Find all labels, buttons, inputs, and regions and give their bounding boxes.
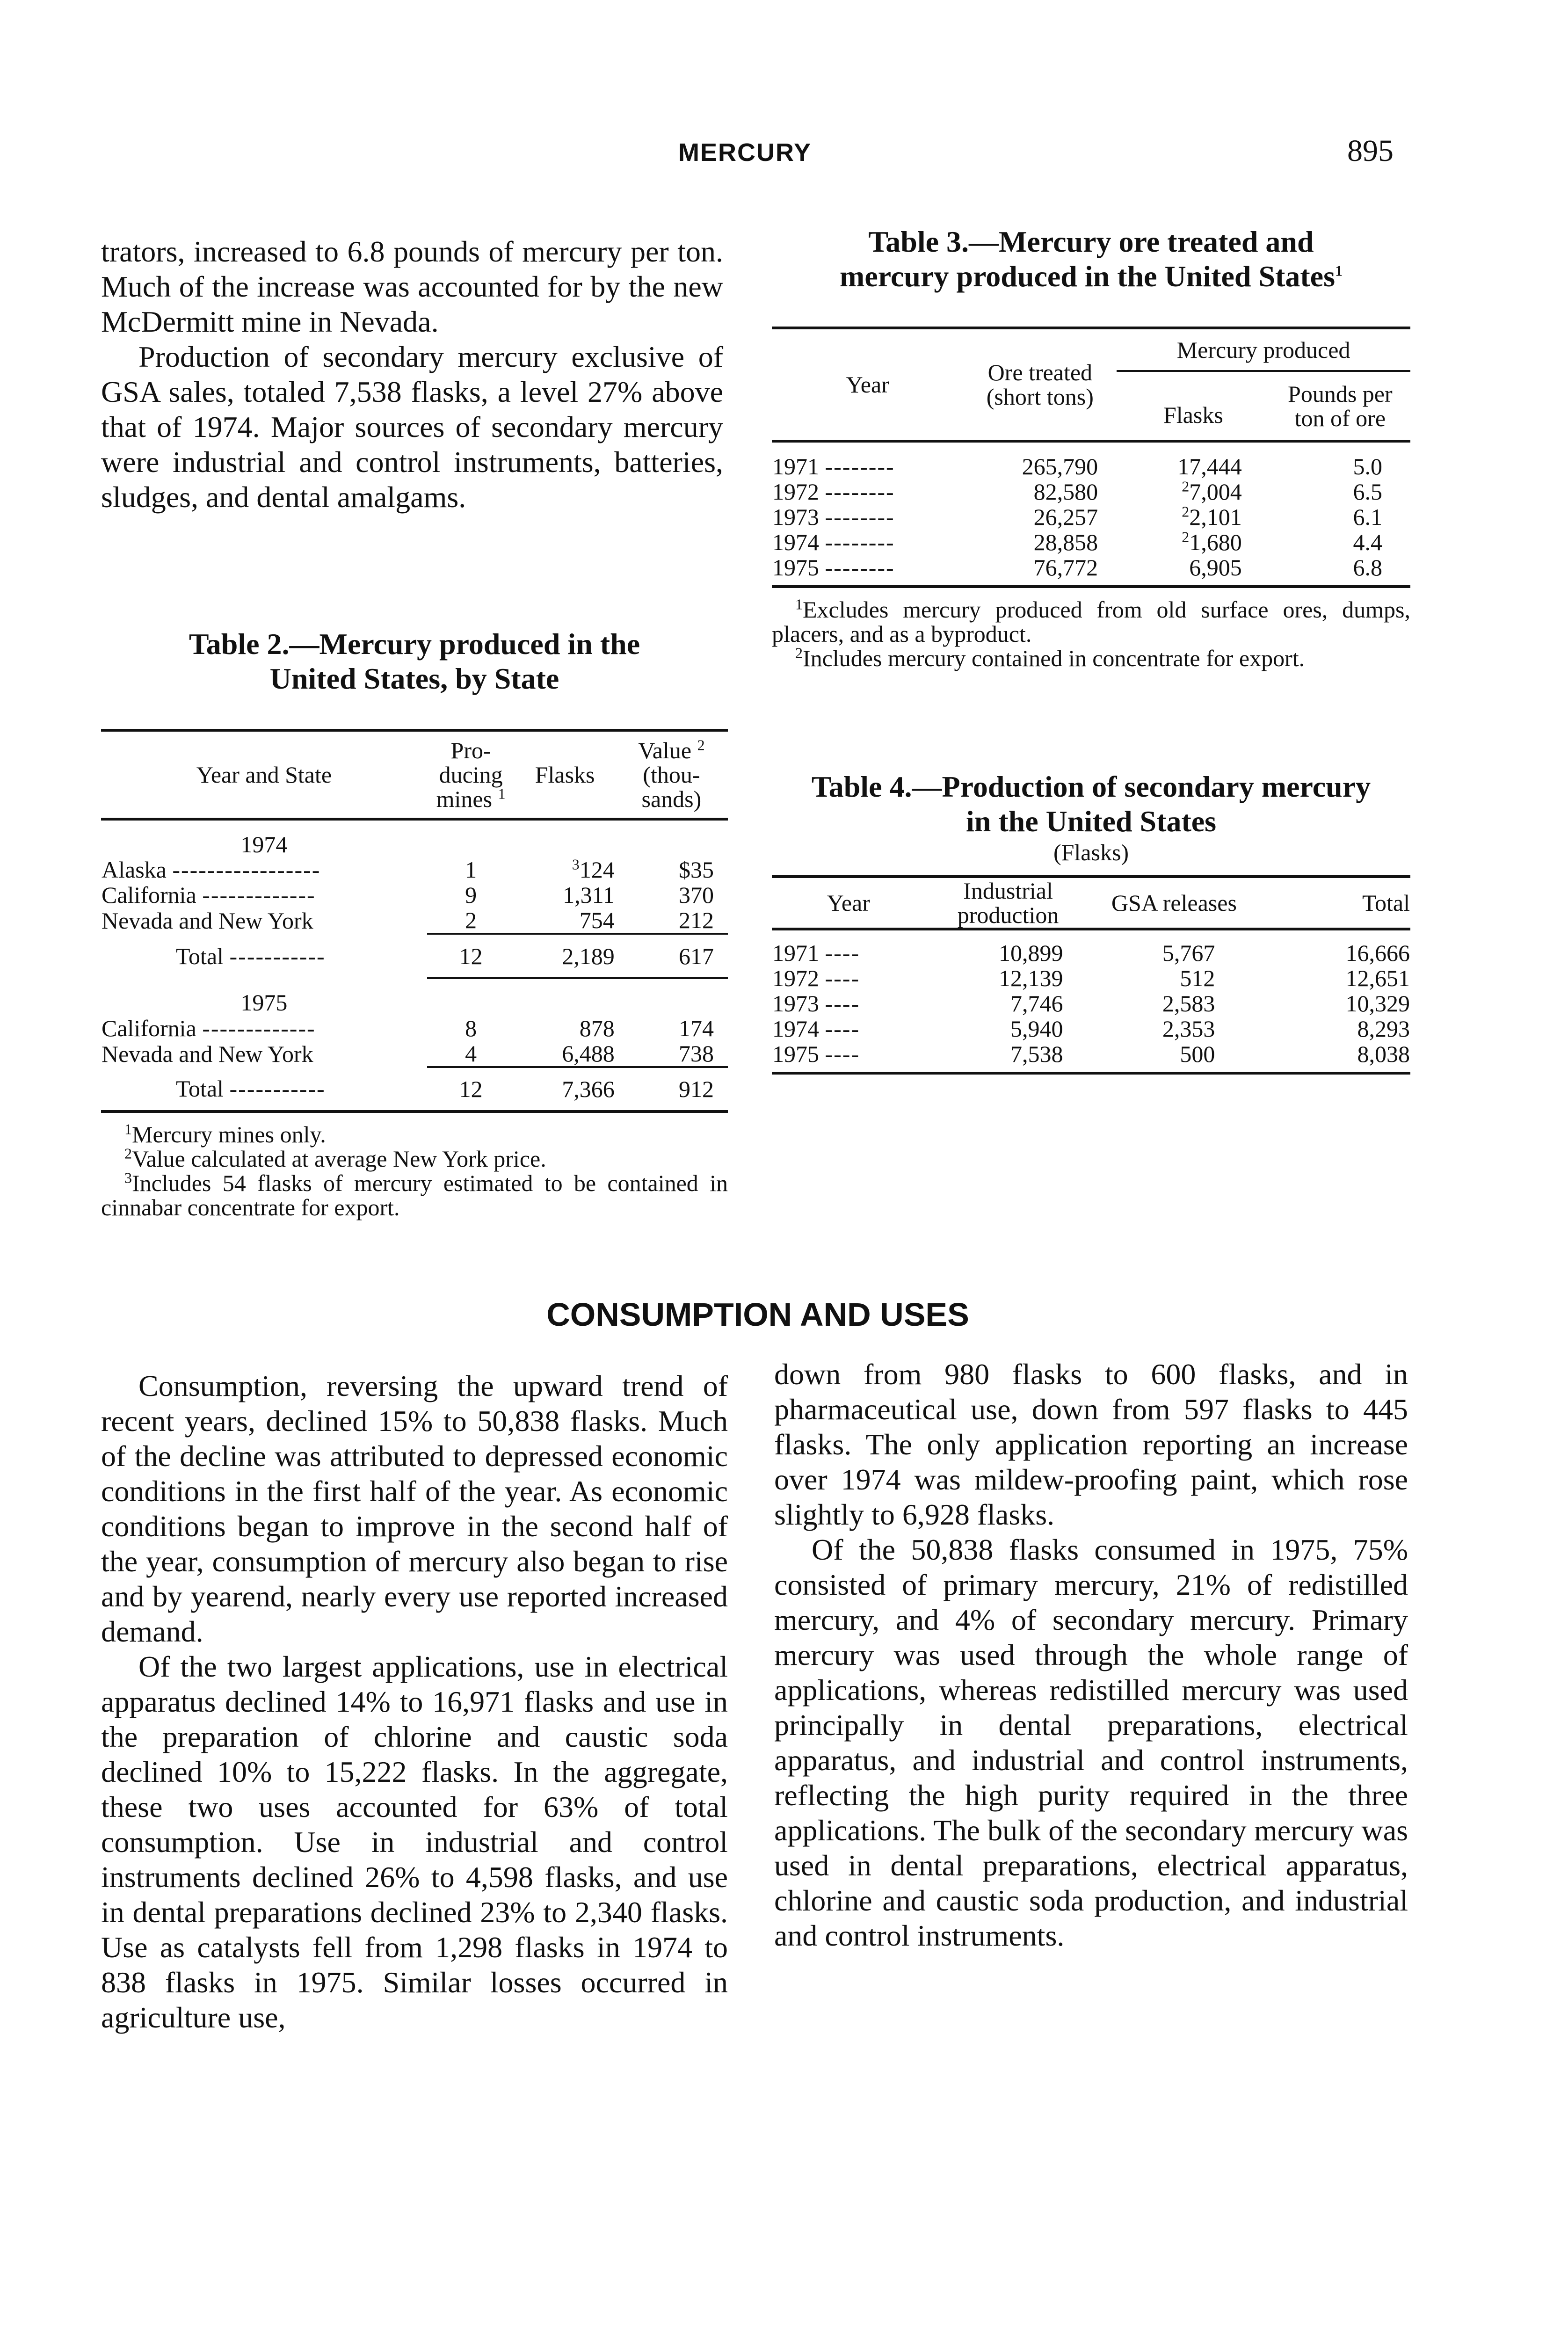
- table-4-unit: (Flasks): [1053, 839, 1129, 865]
- leader-dots: ----: [825, 940, 860, 966]
- year-cell: [772, 1041, 925, 1073]
- paragraph: trators, increased to 6.8 pounds of mercury per ton. Much of the increase was accounted for by the new McDermitt mine in Nevada.: [101, 235, 723, 338]
- value-cell: 212: [679, 907, 714, 933]
- title-line: United States, by State: [269, 662, 559, 695]
- paragraph: down from 980 flasks to 600 flasks, and in pharmaceutical use, down from 597 flasks to 445 flasks. The only application reporting an increase over 1974 was mildew-proofing paint, which rose slightly to 6,928 flasks.: [774, 1358, 1408, 1531]
- col-header-value: [615, 730, 728, 819]
- footnote-mark: 2: [1182, 478, 1190, 495]
- empty-cell: [427, 819, 515, 857]
- flasks-cell: [1117, 555, 1270, 587]
- title-line: [772, 259, 1410, 294]
- col-header-ore: Ore treated (short tons): [986, 359, 1094, 410]
- col-header-total: Total: [1362, 890, 1410, 916]
- table-row: [101, 882, 728, 908]
- col-header-flasks: Flasks: [535, 762, 595, 788]
- footnote-text: Value calculated at average New York price.: [132, 1146, 546, 1172]
- paragraph: Production of secondary mercury exclusive of GSA sales, totaled 7,538 flasks, a level 27% above that of 1974. Major sources of secondary mercury were industrial and control instruments, batteries, sludges, and dental amalgams.: [101, 340, 723, 514]
- flasks-value: 124: [579, 857, 615, 883]
- table-row: [772, 441, 1410, 479]
- section-heading: CONSUMPTION AND USES: [546, 1296, 969, 1333]
- total-row: [101, 1067, 728, 1111]
- leader-dots: --------: [825, 554, 895, 581]
- flasks-cell: [515, 908, 615, 934]
- group-year-row: [101, 978, 728, 1016]
- footnote-mark: 1: [124, 1120, 132, 1138]
- footnote-mark: 3: [124, 1169, 132, 1186]
- value-cell: 617: [615, 934, 728, 978]
- leader-dots: --------: [825, 453, 895, 479]
- flasks-cell: [1117, 441, 1270, 479]
- state-name: Alaska: [102, 857, 167, 883]
- table-row: [101, 1016, 728, 1041]
- table-4-grid: [772, 875, 1410, 1075]
- mines-cell: 9: [465, 882, 477, 908]
- total-label: [101, 1067, 427, 1111]
- table-row: [772, 929, 1410, 966]
- gsa-cell: 512: [1180, 965, 1215, 991]
- gsa-cell: 500: [1180, 1041, 1215, 1067]
- flasks-cell: [515, 882, 615, 908]
- state-cell: [101, 1016, 427, 1041]
- table-row: [772, 1016, 1410, 1041]
- industrial-cell: 7,538: [1010, 1041, 1063, 1067]
- year-cell: [772, 1016, 925, 1041]
- flasks-value: 7,004: [1189, 479, 1242, 505]
- year-cell: [772, 441, 964, 479]
- leader-dots: -------------: [202, 882, 316, 908]
- col-header-year: Year: [846, 371, 889, 398]
- table-3-title: [772, 225, 1410, 294]
- empty-cell: [515, 978, 615, 1016]
- footnote-mark: 1: [795, 596, 803, 613]
- footnote-mark: 2: [1182, 528, 1190, 545]
- leader-dots: --------: [825, 504, 895, 530]
- gsa-cell: 5,767: [1162, 940, 1215, 966]
- total-text: Total: [176, 1075, 224, 1102]
- col-header-gsa: GSA releases: [1111, 890, 1237, 916]
- table-row: [772, 479, 1410, 504]
- section-left-column: [101, 1368, 728, 2035]
- flasks-cell: [515, 857, 615, 882]
- mines-cell: 12: [427, 1067, 515, 1111]
- year-text: 1974: [772, 1016, 819, 1042]
- table-row: [772, 530, 1410, 555]
- table-row: [101, 1041, 728, 1067]
- table-row: [101, 857, 728, 882]
- footnote-mark: 1: [498, 785, 506, 802]
- industrial-cell: 7,746: [1010, 990, 1063, 1017]
- table-row: [772, 555, 1410, 587]
- footnote-mark: 2: [697, 736, 705, 754]
- leader-dots: ----: [825, 990, 860, 1017]
- group-year-row: [101, 819, 728, 857]
- year-cell: [772, 504, 964, 530]
- state-cell: [101, 1041, 427, 1067]
- footnote-mark: 2: [795, 644, 803, 661]
- state-name: Nevada and New York: [102, 908, 313, 934]
- table-2-grid: [101, 729, 728, 1113]
- total-cell: 16,666: [1345, 940, 1410, 966]
- state-cell: [101, 857, 427, 882]
- pounds-cell: 6.1: [1353, 504, 1382, 530]
- footnote-mark: 2: [1182, 503, 1190, 520]
- footnote: [772, 646, 1410, 670]
- footnote-text: Mercury mines only.: [132, 1121, 326, 1148]
- total-cell: 10,329: [1345, 990, 1410, 1017]
- gsa-cell: 2,583: [1162, 990, 1215, 1017]
- flasks-value: 6,905: [1189, 554, 1242, 581]
- flasks-cell: [1117, 504, 1270, 530]
- ore-cell: 28,858: [1033, 529, 1098, 555]
- leader-dots: ----: [825, 1016, 860, 1042]
- state-name: California: [102, 882, 196, 908]
- table-row: [772, 504, 1410, 530]
- table-row: [772, 966, 1410, 991]
- year-cell: [772, 966, 925, 991]
- total-cell: 8,038: [1357, 1041, 1410, 1067]
- ore-cell: 76,772: [1033, 554, 1098, 581]
- leader-dots: -----------: [229, 1075, 326, 1102]
- page-number: 895: [1347, 134, 1394, 168]
- year-cell: [772, 929, 925, 966]
- year-text: 1974: [772, 529, 819, 555]
- col-header-mines: [427, 730, 515, 819]
- flasks-value: 17,444: [1177, 453, 1242, 479]
- table-row: [772, 1041, 1410, 1073]
- value-cell: 738: [679, 1040, 714, 1067]
- title-line: Table 4.—Production of secondary mercury: [811, 770, 1371, 803]
- year-text: 1972: [772, 479, 819, 505]
- empty-cell: [427, 978, 515, 1016]
- paragraph: Of the two largest applications, use in electrical apparatus declined 14% to 16,971 flasks and use in the preparation of chlorine and caustic soda declined 10% to 15,222 flasks. In the aggregate, these two uses accounted for 63% of total consumption. Use in industrial and control instruments declined 26% to 4,598 flasks, and use in dental preparations declined 23% to 2,340 flasks. Use as catalysts fell from 1,298 flasks in 1974 to 838 flasks in 1975. Similar losses occurred in agriculture use,: [101, 1650, 728, 2034]
- table-2-title: [101, 627, 728, 696]
- pounds-cell: 6.8: [1353, 554, 1382, 581]
- year-text: 1975: [772, 1041, 819, 1067]
- year-cell: [772, 530, 964, 555]
- flasks-cell: [515, 1041, 615, 1067]
- mines-cell: 4: [465, 1040, 477, 1067]
- table-3: [772, 225, 1410, 670]
- footnote-text: Includes mercury contained in concentrate for export.: [803, 645, 1305, 671]
- title-line: Table 2.—Mercury produced in the: [189, 627, 640, 661]
- table-row: [772, 991, 1410, 1016]
- industrial-cell: 5,940: [1010, 1016, 1063, 1042]
- ore-cell: 265,790: [1022, 453, 1098, 479]
- empty-cell: [515, 819, 615, 857]
- table-2-footnotes: [101, 1122, 728, 1220]
- state-cell: [101, 882, 427, 908]
- flasks-value: 1,311: [563, 882, 615, 908]
- mines-cell: 1: [465, 857, 477, 883]
- state-name: California: [102, 1015, 196, 1041]
- flasks-value: 878: [579, 1015, 615, 1041]
- year-text: 1972: [772, 965, 819, 991]
- mines-cell: 2: [465, 907, 477, 933]
- total-row: [101, 934, 728, 978]
- leader-dots: --------: [825, 479, 895, 505]
- value-cell: 174: [679, 1015, 714, 1041]
- title-text: mercury produced in the United States: [840, 260, 1335, 293]
- footnote: [101, 1122, 728, 1147]
- leader-dots: -----------: [229, 943, 326, 969]
- table-4-title: [772, 770, 1410, 839]
- group-year: 1974: [240, 831, 288, 857]
- header-text: (thou-sands): [641, 762, 702, 812]
- flasks-cell: 7,366: [515, 1067, 615, 1111]
- footnote: [101, 1147, 728, 1171]
- total-cell: 8,293: [1357, 1016, 1410, 1042]
- year-text: 1975: [772, 554, 819, 581]
- flasks-cell: [1117, 530, 1270, 555]
- header-text: Value: [638, 737, 692, 763]
- header-text: Pro-ducing mines: [436, 737, 503, 812]
- footnote-mark: 2: [124, 1145, 132, 1162]
- leader-dots: --------: [825, 529, 895, 555]
- pounds-cell: 6.5: [1353, 479, 1382, 505]
- col-header-industrial: Industrial production: [957, 878, 1059, 928]
- section-right-column: [774, 1357, 1408, 1953]
- industrial-cell: 12,139: [998, 965, 1063, 991]
- col-header-flasks: Flasks: [1163, 402, 1223, 428]
- running-title: MERCURY: [678, 138, 812, 167]
- year-cell: [772, 555, 964, 587]
- total-cell: 12,651: [1345, 965, 1410, 991]
- col-header-state: Year and State: [196, 762, 332, 788]
- empty-cell: [615, 978, 728, 1016]
- mines-cell: 8: [465, 1015, 477, 1041]
- mines-cell: 12: [427, 934, 515, 978]
- pounds-cell: 5.0: [1353, 453, 1382, 479]
- total-text: Total: [176, 943, 224, 969]
- pounds-cell: 4.4: [1353, 529, 1382, 555]
- title-line: Table 3.—Mercury ore treated and: [868, 225, 1314, 258]
- paragraph: Of the 50,838 flasks consumed in 1975, 75% consisted of primary mercury, 21% of redistilled mercury, and 4% of secondary mercury. Primary mercury was used through the whole range of applications, whereas redistilled mercury was used principally in dental preparations, electrical apparatus, and industrial and control instruments, reflecting the high purity required in the three applications. The bulk of the secondary mercury was used in dental preparations, electrical apparatus, chlorine and caustic soda production, and industrial and control instruments.: [774, 1533, 1408, 1952]
- col-header-pounds: Pounds per ton of ore: [1288, 380, 1393, 431]
- industrial-cell: 10,899: [998, 940, 1063, 966]
- flasks-cell: [515, 1016, 615, 1041]
- paragraph: Consumption, reversing the upward trend of recent years, declined 15% to 50,838 flasks. Much of the decline was attributed to depressed economic conditions in the first half of the year. As economic conditions began to improve in the second half of the year, consumption of mercury also began to rise and by yearend, nearly every use reported increased demand.: [101, 1369, 728, 1648]
- value-cell: 370: [679, 882, 714, 908]
- table-row: [101, 908, 728, 934]
- intro-text: [101, 234, 723, 515]
- title-line: in the United States: [965, 805, 1217, 838]
- table-2: [101, 627, 728, 1220]
- flasks-cell: 2,189: [515, 934, 615, 978]
- state-cell: [101, 908, 427, 934]
- total-label: [101, 934, 427, 978]
- year-text: 1973: [772, 990, 819, 1017]
- footnote-text: Excludes mercury produced from old surface ores, dumps, placers, and as a byproduct.: [772, 596, 1410, 647]
- footnote-text: Includes 54 flasks of mercury estimated to be contained in cinnabar concentrate for export.: [101, 1170, 728, 1220]
- empty-cell: [615, 819, 728, 857]
- year-cell: [772, 991, 925, 1016]
- flasks-value: 2,101: [1189, 504, 1242, 530]
- col-header-mercury-produced: Mercury produced: [1117, 328, 1410, 371]
- leader-dots: -------------: [202, 1015, 316, 1041]
- leader-dots: ----: [825, 1041, 860, 1067]
- flasks-value: 754: [579, 907, 615, 933]
- value-cell: 912: [615, 1067, 728, 1111]
- footnote-mark: 3: [572, 856, 580, 873]
- year-text: 1973: [772, 504, 819, 530]
- flasks-value: 1,680: [1189, 529, 1242, 555]
- flasks-value: 6,488: [562, 1040, 615, 1067]
- footnote-mark: 1: [1335, 262, 1343, 279]
- col-header-year: Year: [827, 890, 870, 916]
- table-3-grid: [772, 327, 1410, 588]
- ore-cell: 82,580: [1033, 479, 1098, 505]
- footnote: [101, 1171, 728, 1220]
- value-cell: $35: [679, 857, 714, 883]
- ore-cell: 26,257: [1033, 504, 1098, 530]
- table-4: [772, 770, 1410, 1075]
- state-name: Nevada and New York: [102, 1041, 313, 1067]
- leader-dots: ----: [825, 965, 860, 991]
- footnote: [772, 597, 1410, 646]
- leader-dots: -----------------: [172, 857, 321, 883]
- year-cell: [772, 479, 964, 504]
- year-text: 1971: [772, 453, 819, 479]
- year-text: 1971: [772, 940, 819, 966]
- table-3-footnotes: [772, 597, 1410, 670]
- flasks-cell: [1117, 479, 1270, 504]
- gsa-cell: 2,353: [1162, 1016, 1215, 1042]
- group-year: 1975: [240, 989, 288, 1016]
